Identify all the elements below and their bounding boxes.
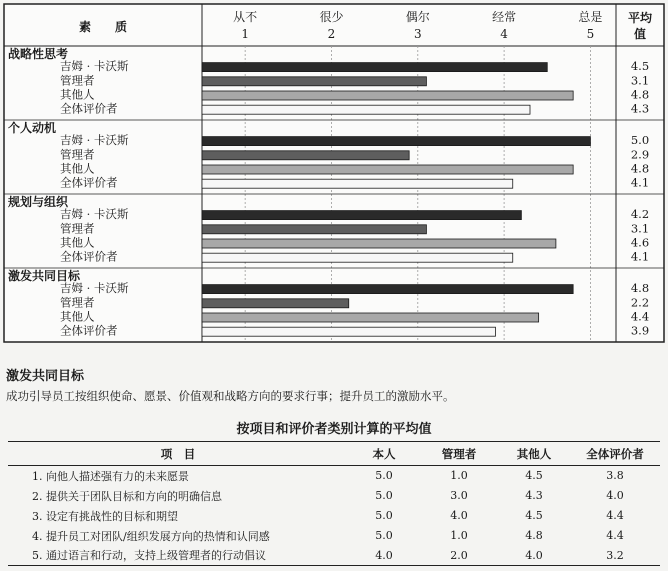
row-manager: 4.0 [450,509,468,522]
chart-avg-value: 4.5 [630,59,650,74]
chart-avg-value: 4.3 [630,101,650,116]
table-row [8,466,660,486]
section-title: 激发共同目标 [6,369,85,384]
chart-bar [202,105,530,114]
row-manager: 3.0 [450,489,468,502]
chart-bar [202,211,521,220]
row-manager: 2.0 [420,546,498,566]
chart-avg-value: 5.0 [630,133,650,148]
row-others: 4.3 [525,489,543,502]
chart-category-label: 个人动机 [8,121,57,135]
chart-rater-label: 全体评价者 [60,323,118,338]
chart-bar [202,91,573,100]
chart-avg-header-1: 平均 [627,11,653,25]
chart-rater-label: 吉姆 · 卡沃斯 [60,59,129,74]
chart-bar [202,137,590,146]
chart-bar [202,327,495,336]
chart-rater-label: 全体评价者 [60,175,118,190]
table-row [8,546,660,566]
chart-category-label: 激发共同目标 [8,269,81,283]
chart-rater-label: 其他人 [60,309,95,324]
chart-quality-header: 素 质 [78,20,128,34]
chart-scale-word: 经常 [492,10,517,24]
chart-avg-value: 3.9 [630,323,650,338]
chart-rater-label: 全体评价者 [60,249,118,264]
chart-bar [202,225,426,234]
header-manager: 管理者 [420,442,498,466]
table-row [8,486,660,506]
row-item: 4. 提升员工对团队/组织发展方向的热情和认同感 [32,529,270,543]
table-title: 按项目和评价者类别计算的平均值 [236,422,432,437]
chart-scale-number: 2 [327,27,336,41]
chart-rater-label: 吉姆 · 卡沃斯 [60,207,129,222]
chart-rater-label: 其他人 [60,235,95,250]
chart-rater-label: 吉姆 · 卡沃斯 [60,281,129,296]
chart-bar [202,239,556,248]
row-all: 3.8 [606,469,624,483]
chart-rater-label: 吉姆 · 卡沃斯 [60,133,129,148]
section-description: 成功引导员工按组织使命、愿景、价值观和战略方向的要求行事；提升员工的激励水平。 [6,389,455,403]
averages-table [8,441,660,566]
header-self: 本人 [348,442,420,466]
header-all: 全体评价者 [570,442,660,466]
chart-avg-value: 3.1 [630,221,650,236]
row-others: 4.0 [498,546,570,566]
header-item: 项 目 [8,442,348,466]
chart-scale-word: 总是 [578,10,603,24]
chart-scale-number: 5 [586,27,595,41]
chart-avg-value: 4.6 [630,235,650,250]
chart-avg-header-2: 值 [633,27,647,41]
chart-avg-value: 4.2 [630,207,650,222]
chart-category-label: 规划与组织 [8,195,69,209]
chart-rater-label: 其他人 [60,87,95,102]
row-all: 4.4 [606,529,624,542]
chart-scale-word: 从不 [233,10,258,24]
chart-bar [202,63,547,72]
row-item: 1. 向他人描述强有力的未来愿景 [32,469,189,483]
header-others: 其他人 [498,442,570,466]
chart-scale-number: 1 [241,27,249,41]
chart-rater-label: 全体评价者 [60,101,118,116]
table-row [8,506,660,526]
chart-avg-value: 3.1 [630,73,650,88]
chart-bar [202,179,513,188]
row-self: 4.0 [348,546,420,566]
chart-avg-value: 4.4 [630,309,650,324]
chart-scale-number: 4 [500,27,508,41]
chart-bar [202,313,539,322]
row-all: 4.0 [606,489,624,502]
row-others: 4.8 [525,529,543,542]
row-others: 4.5 [525,469,543,483]
row-all: 3.2 [570,546,660,566]
chart-bar [202,151,409,160]
chart-avg-value: 2.2 [630,295,650,310]
row-others: 4.5 [525,509,543,522]
chart-scale-word: 偶尔 [405,10,430,24]
chart-rater-label: 管理者 [60,147,95,162]
table-row [8,526,660,546]
chart-bar [202,285,573,294]
chart-rater-label: 管理者 [60,73,95,88]
chart-avg-value: 4.8 [630,87,650,102]
row-manager: 1.0 [450,469,468,483]
chart-scale-word: 很少 [319,10,344,24]
chart-avg-value: 2.9 [630,147,650,162]
chart-avg-value: 4.8 [630,281,650,296]
row-item: 3. 设定有挑战性的目标和期望 [32,509,178,523]
chart-avg-value: 4.1 [630,249,650,264]
chart-bar [202,165,573,174]
chart-avg-value: 4.8 [630,161,650,176]
row-self: 5.0 [375,509,393,522]
row-item: 2. 提供关于团队目标和方向的明确信息 [32,489,222,503]
chart-category-label: 战略性思考 [8,47,69,61]
chart-rater-label: 管理者 [60,221,95,236]
row-manager: 1.0 [450,529,468,542]
chart-avg-value: 4.1 [630,175,650,190]
chart-bar [202,299,349,308]
row-self: 5.0 [375,529,393,542]
chart-scale-number: 3 [413,27,422,41]
chart-rater-label: 其他人 [60,161,95,176]
row-all: 4.4 [606,509,624,522]
table-header-row [8,442,660,466]
row-self: 5.0 [375,489,393,502]
row-self: 5.0 [375,469,393,483]
chart-bar [202,77,426,86]
chart-rater-label: 管理者 [60,295,95,310]
row-item: 5. 通过语言和行动，支持上级管理者的行动倡议 [8,546,348,566]
chart-bar [202,253,513,262]
